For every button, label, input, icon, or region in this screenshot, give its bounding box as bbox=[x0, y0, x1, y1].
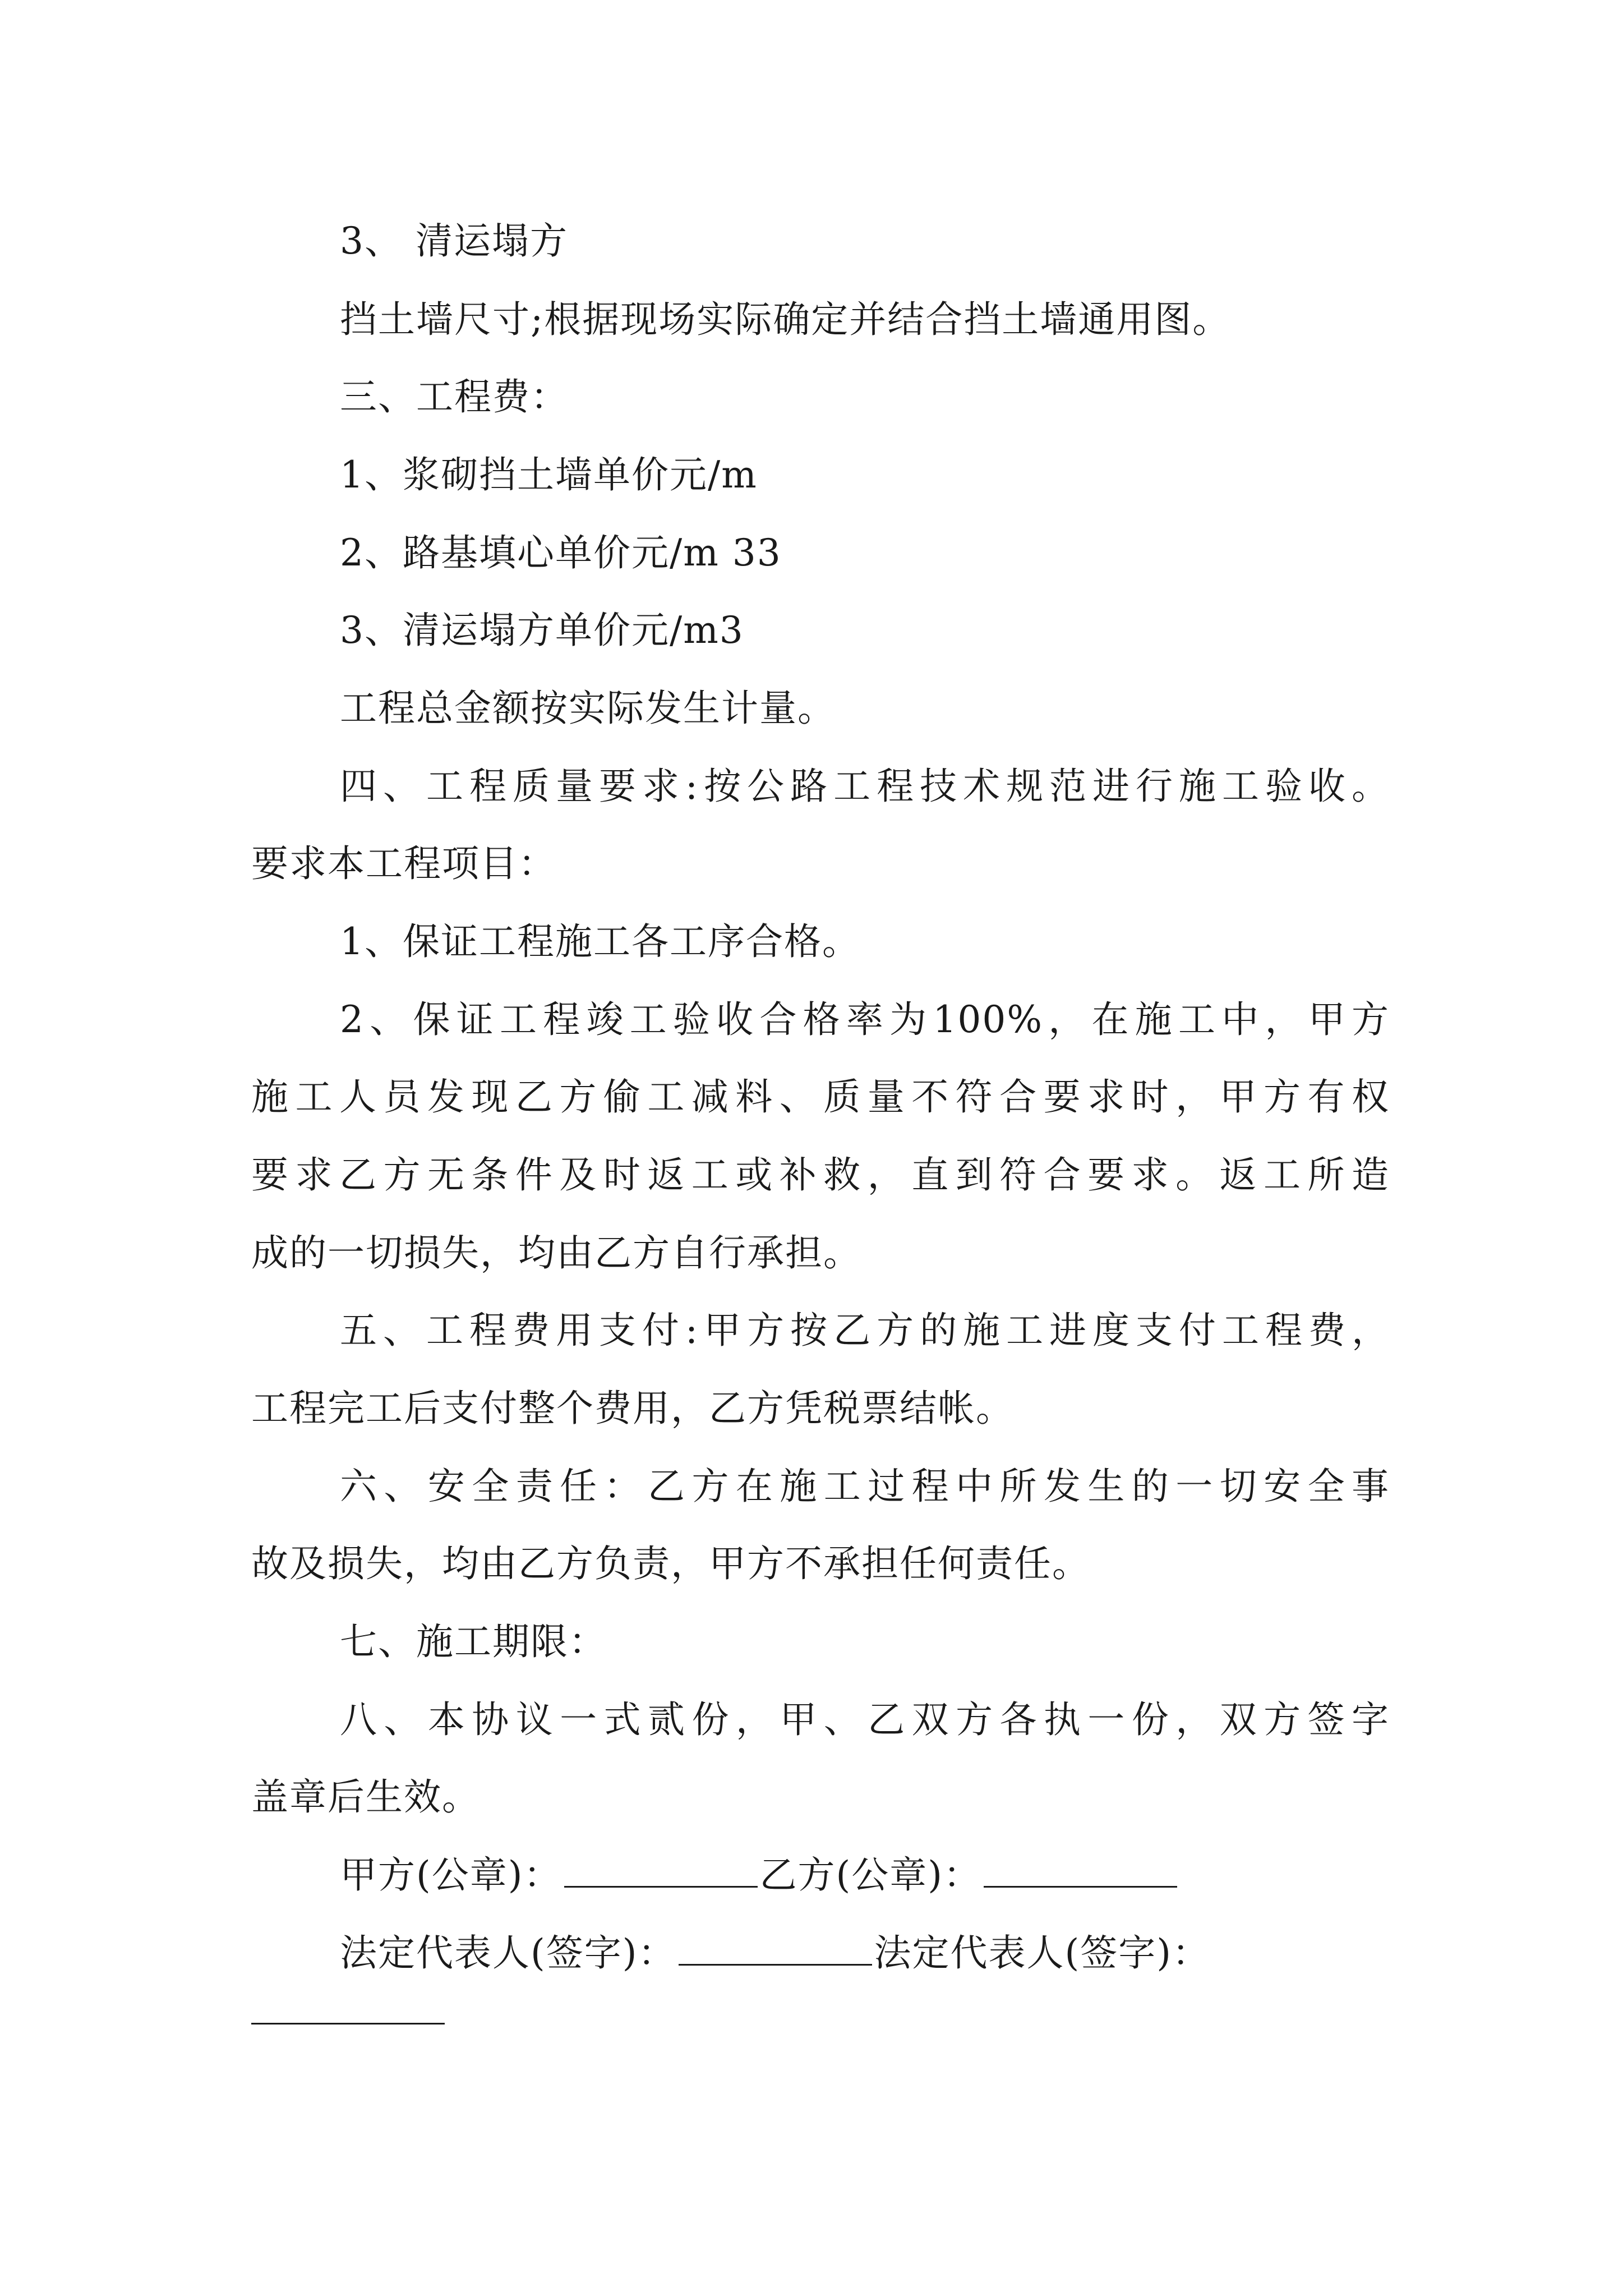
party-a-seal-label: 甲方(公章)： bbox=[340, 1853, 562, 1897]
representative-line bbox=[340, 1928, 1210, 1978]
rep-b-signature-blank bbox=[251, 2023, 445, 2024]
rep-a-label: 法定代表人(签字)： bbox=[340, 1931, 676, 1975]
rep-b-label: 法定代表人(签字)： bbox=[874, 1931, 1210, 1975]
clause-text: 故及损失，均由乙方负责，甲方不承担任何责任。 bbox=[251, 1542, 1090, 1585]
clause-text: 施工人员发现乙方偷工减料、质量不符合要求时，甲方有权 bbox=[251, 1075, 1390, 1119]
clause-text: 工程总金额按实际发生计量。 bbox=[340, 687, 836, 730]
section-heading: 三、工程费： bbox=[340, 375, 569, 418]
clause-text: 3、清运塌方单价元/m3 bbox=[340, 609, 744, 652]
clause-text: 盖章后生效。 bbox=[251, 1775, 480, 1819]
section-heading: 六、安全责任：乙方在施工过程中所发生的一切安全事 bbox=[340, 1465, 1390, 1508]
section-heading: 四、工程质量要求:按公路工程技术规范进行施工验收。 bbox=[340, 765, 1390, 808]
clause-text: 1、保证工程施工各工序合格。 bbox=[340, 920, 860, 963]
section-heading: 五、工程费用支付:甲方按乙方的施工进度支付工程费， bbox=[340, 1309, 1390, 1352]
clause-text: 挡土墙尺寸;根据现场实际确定并结合挡土墙通用图。 bbox=[340, 298, 1231, 341]
party-seal-line bbox=[340, 1850, 1179, 1901]
rep-a-signature-blank bbox=[679, 1961, 872, 1966]
party-b-seal-label: 乙方(公章)： bbox=[759, 1853, 981, 1897]
clause-text: 成的一切损失，均由乙方自行承担。 bbox=[251, 1231, 861, 1274]
clause-text: 要求本工程项目： bbox=[251, 842, 556, 885]
clause-text: 要求乙方无条件及时返工或补救，直到符合要求。返工所造 bbox=[251, 1153, 1390, 1197]
clause-text: 3、 清运塌方 bbox=[340, 219, 568, 263]
party-a-seal-blank bbox=[564, 1883, 758, 1888]
clause-text: 2、保证工程竣工验收合格率为100%，在施工中，甲方 bbox=[340, 998, 1390, 1041]
party-b-seal-blank bbox=[984, 1883, 1177, 1888]
section-heading: 七、施工期限： bbox=[340, 1620, 607, 1663]
clause-text: 1、浆砌挡土墙单价元/m bbox=[340, 453, 758, 496]
clause-text: 工程完工后支付整个费用，乙方凭税票结帐。 bbox=[251, 1387, 1014, 1430]
section-heading: 八、本协议一式贰份，甲、乙双方各执一份，双方签字 bbox=[340, 1698, 1390, 1741]
clause-text: 2、路基填心单价元/m 33 bbox=[340, 531, 782, 574]
